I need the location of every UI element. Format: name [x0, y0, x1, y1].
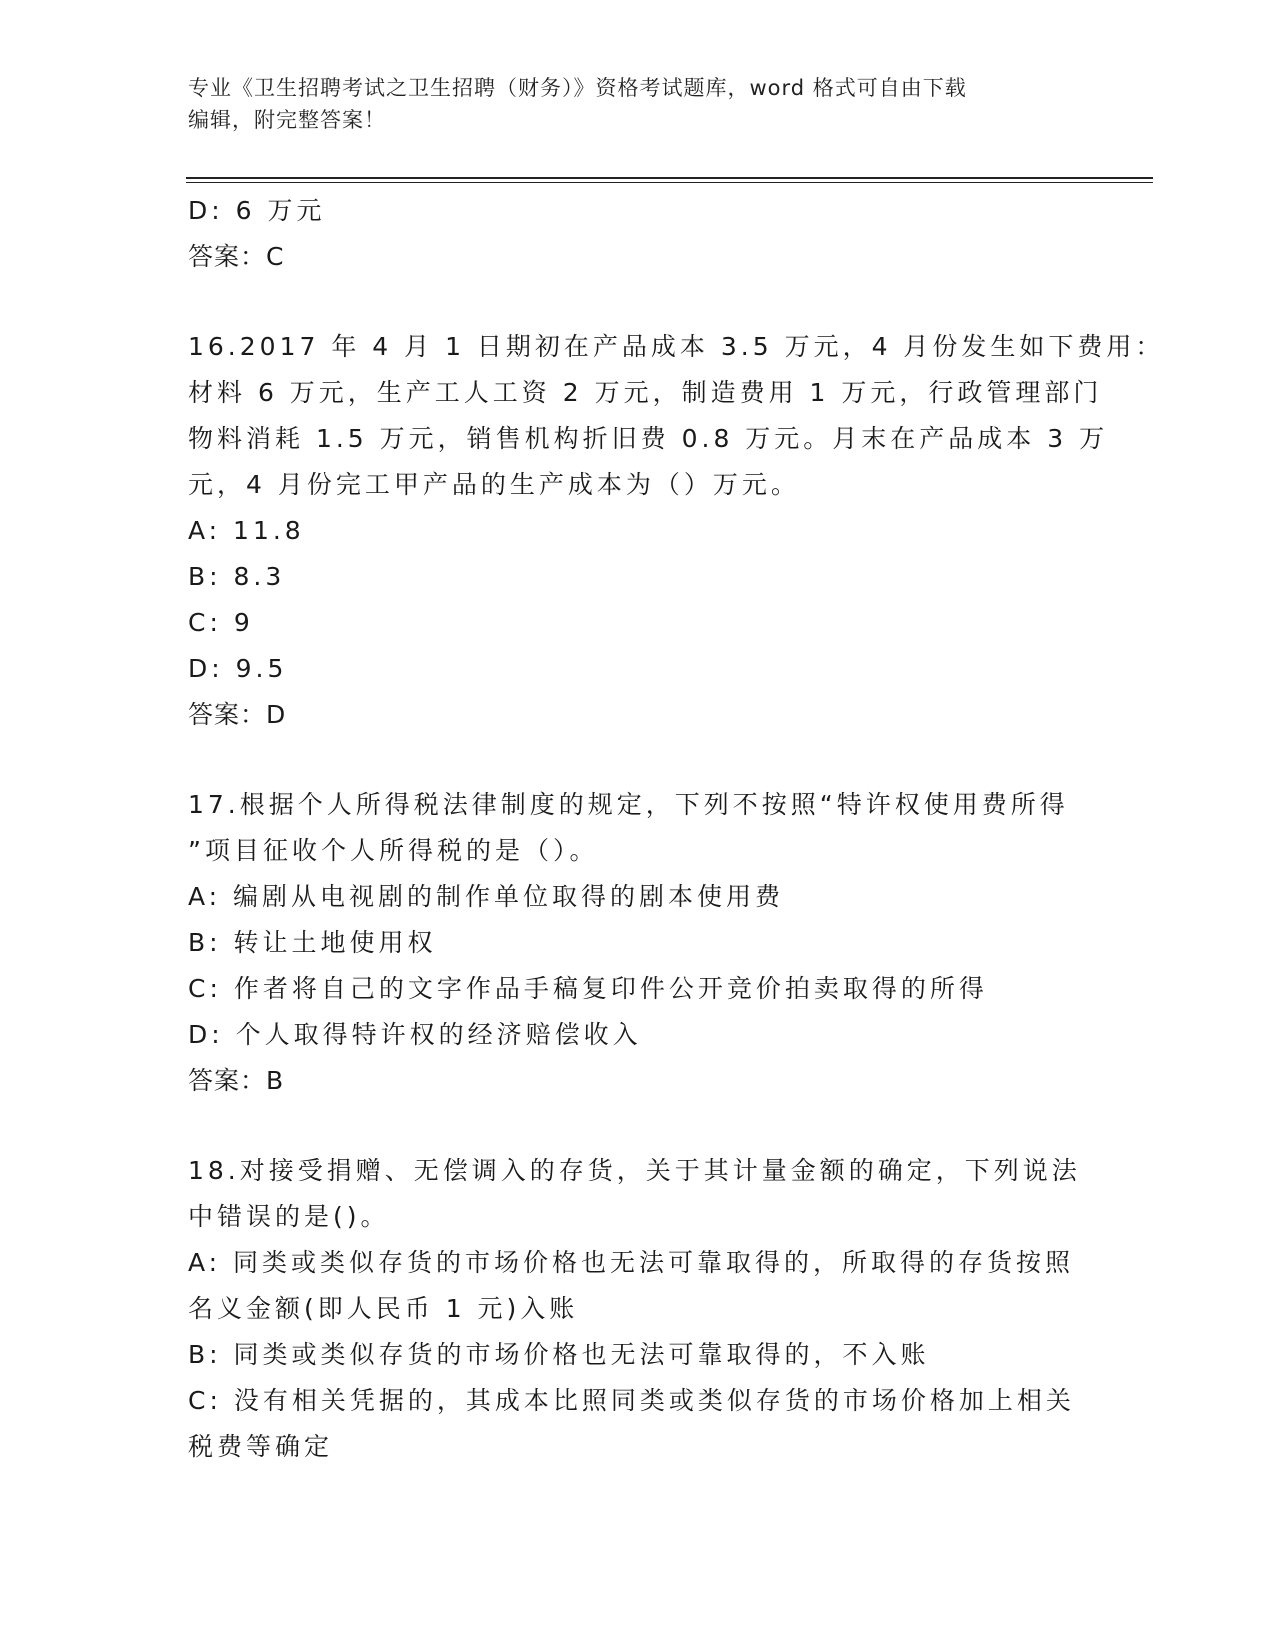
question-18-text-line: 18.对接受捐赠、无偿调入的存货，关于其计量金额的确定，下列说法: [188, 1156, 1081, 1185]
question-18-option-c: C: 没有相关凭据的，其成本比照同类或类似存货的市场价格加上相关: [188, 1386, 1075, 1415]
question-16-option-d: D: 9.5: [188, 654, 288, 683]
question-18-text-line: 中错误的是()。: [188, 1202, 390, 1231]
question-17-option-b: B: 转让土地使用权: [188, 928, 437, 957]
question-18-option-b: B: 同类或类似存货的市场价格也无法可靠取得的，不入账: [188, 1340, 930, 1369]
question-17-text-line: 17.根据个人所得税法律制度的规定，下列不按照“特许权使用费所得: [188, 790, 1069, 819]
question-17-option-d: D: 个人取得特许权的经济赔偿收入: [188, 1020, 642, 1049]
header-line-1: 专业《卫生招聘考试之卫生招聘（财务）》资格考试题库，word 格式可自由下载: [188, 76, 967, 100]
question-16-text-line: 元，4 月份完工甲产品的生产成本为（）万元。: [188, 470, 800, 499]
spacer: [188, 738, 1088, 782]
header-divider-thick: [186, 177, 1153, 179]
header-line-2: 编辑，附完整答案！: [188, 108, 386, 132]
question-17-answer: 答案：B: [188, 1066, 285, 1095]
spacer: [188, 280, 1088, 324]
header-divider-thin: [186, 182, 1153, 183]
question-18-option-c-cont: 税费等确定: [188, 1432, 334, 1461]
question-18-option-a-cont: 名义金额(即人民币 1 元)入账: [188, 1294, 579, 1323]
question-18-option-a: A: 同类或类似存货的市场价格也无法可靠取得的，所取得的存货按照: [188, 1248, 1075, 1277]
document-body: [188, 188, 1165, 1470]
question-16-option-b: B: 8.3: [188, 562, 286, 591]
question-17: [188, 782, 1088, 1104]
question-16-text-line: 16.2017 年 4 月 1 日期初在产品成本 3.5 万元，4 月份发生如下费用：: [188, 332, 1165, 361]
question-17-text-line: ”项目征收个人所得税的是（）。: [188, 836, 599, 865]
prev-answer: 答案：C: [188, 242, 285, 271]
question-16-answer: 答案：D: [188, 700, 287, 729]
question-16-text-line: 材料 6 万元，生产工人工资 2 万元，制造费用 1 万元，行政管理部门: [188, 378, 1103, 407]
spacer: [188, 1104, 1088, 1148]
question-18: [188, 1148, 1088, 1470]
question-17-option-c: C: 作者将自己的文字作品手稿复印件公开竞价拍卖取得的所得: [188, 974, 988, 1003]
prev-option-d: D: 6 万元: [188, 196, 326, 225]
question-16-option-a: A: 11.8: [188, 516, 305, 545]
question-16: [188, 324, 1165, 738]
question-16-text-line: 物料消耗 1.5 万元，销售机构折旧费 0.8 万元。月末在产品成本 3 万: [188, 424, 1109, 453]
question-16-option-c: C: 9: [188, 608, 254, 637]
question-17-option-a: A: 编剧从电视剧的制作单位取得的剧本使用费: [188, 882, 785, 911]
document-header: [188, 72, 1088, 136]
